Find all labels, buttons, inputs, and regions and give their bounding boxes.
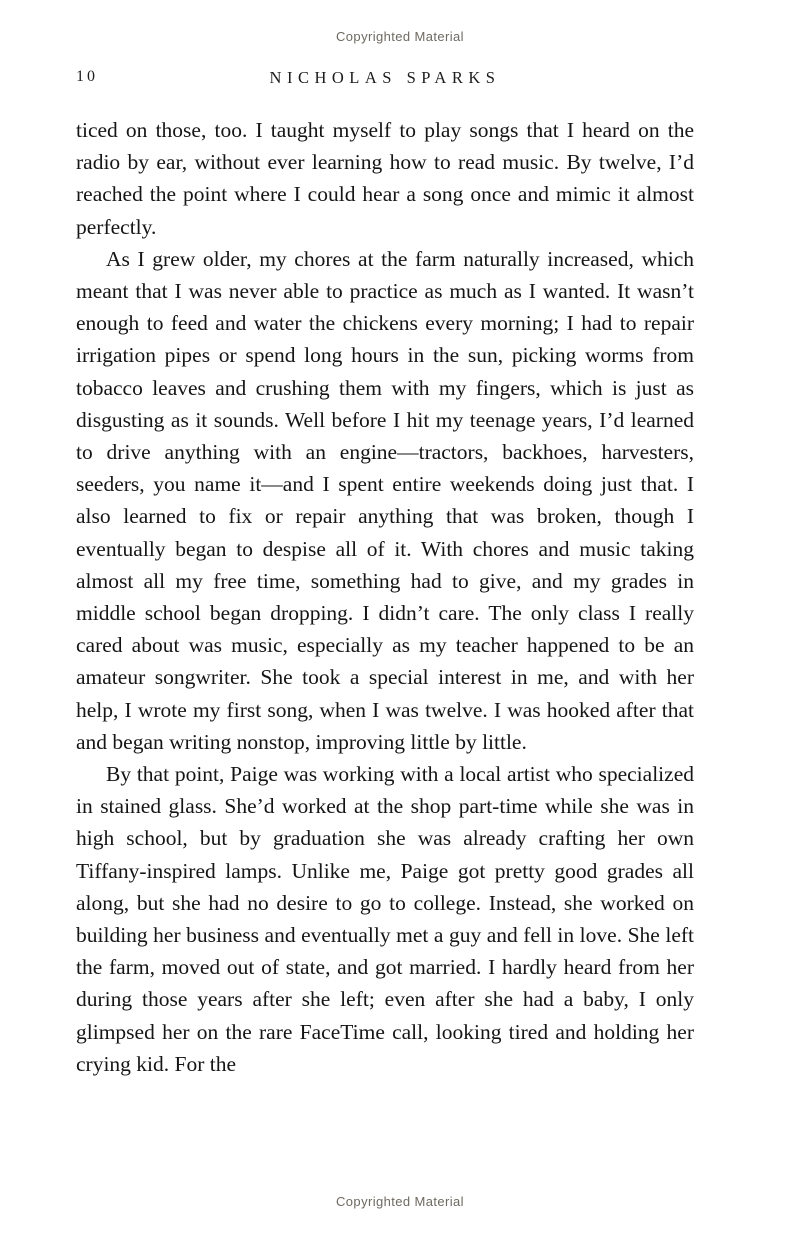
page-number: 10 [76, 68, 98, 85]
copyright-notice-bottom: Copyrighted Material [336, 1194, 464, 1209]
running-header-author: NICHOLAS SPARKS [269, 68, 501, 87]
paragraph-continuation: ticed on those, too. I taught myself to play songs that I heard on the radio by ear, without ever learning how to read music. By twelve, I’d reached the point where I could hear a song once and mimic it almost perfectly. [76, 118, 694, 239]
running-header [76, 68, 694, 90]
page-content [76, 68, 694, 1080]
copyright-notice-top: Copyrighted Material [336, 29, 464, 44]
paragraph: As I grew older, my chores at the farm naturally increased, which meant that I was never able to practice as much as I wanted. It wasn’t enough to feed and water the chickens every morning; I had to repair irrigation pipes or spend long hours in the sun, picking worms from tobacco leaves and crushing them with my fingers, which is just as disgusting as it sounds. Well before I hit my teenage years, I’d learned to drive anything with an engine—tractors, backhoes, harvesters, seeders, you name it—and I spent entire weekends doing just that. I also learned to fix or repair anything that was broken, though I eventually began to despise all of it. With chores and music taking almost all my free time, something had to give, and my grades in middle school began dropping. I didn’t care. The only class I really cared about was music, especially as my teacher happened to be an amateur songwriter. She took a special interest in me, and with her help, I wrote my first song, when I was twelve. I was hooked after that and began writing nonstop, improving little by little. [76, 246, 694, 754]
body-text [76, 114, 694, 1080]
paragraph: By that point, Paige was working with a local artist who specialized in stained glass. She’d worked at the shop part-time while she was in high school, but by graduation she was already crafting her own Tiffany-inspired lamps. Unlike me, Paige got pretty good grades all along, but she had no desire to go to college. Instead, she worked on building her business and eventually met a guy and fell in love. She left the farm, moved out of state, and got married. I hardly heard from her during those years after she left; even after she had a baby, I only glimpsed her on the rare FaceTime call, looking tired and holding her crying kid. For the [76, 762, 694, 1076]
